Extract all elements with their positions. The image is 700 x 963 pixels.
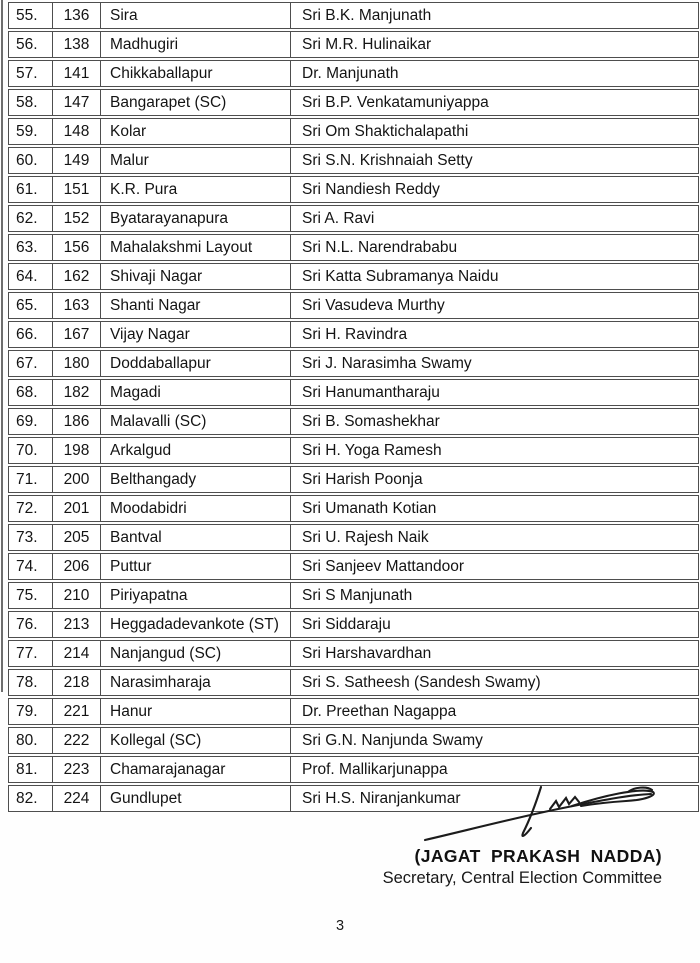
candidate-name-cell: Dr. Manjunath bbox=[291, 60, 699, 87]
constituency-name-cell: K.R. Pura bbox=[101, 176, 291, 203]
serial-number-cell: 71. bbox=[8, 466, 53, 493]
serial-number-cell: 59. bbox=[8, 118, 53, 145]
serial-number-cell: 82. bbox=[8, 785, 53, 812]
constituency-name-cell: Nanjangud (SC) bbox=[101, 640, 291, 667]
table-row bbox=[8, 524, 699, 551]
serial-number-cell: 55. bbox=[8, 2, 53, 29]
candidate-name-cell: Sri Hanumantharaju bbox=[291, 379, 699, 406]
table-row bbox=[8, 698, 699, 725]
candidate-table-body bbox=[8, 2, 699, 812]
constituency-number-cell: 180 bbox=[53, 350, 101, 377]
signature-block bbox=[332, 784, 662, 888]
candidate-name-cell: Sri Om Shaktichalapathi bbox=[291, 118, 699, 145]
table-row bbox=[8, 292, 699, 319]
constituency-name-cell: Arkalgud bbox=[101, 437, 291, 464]
table-row bbox=[8, 437, 699, 464]
constituency-number-cell: 149 bbox=[53, 147, 101, 174]
candidate-name-cell: Sri S. Satheesh (Sandesh Swamy) bbox=[291, 669, 699, 696]
table-row bbox=[8, 727, 699, 754]
constituency-name-cell: Shivaji Nagar bbox=[101, 263, 291, 290]
constituency-name-cell: Magadi bbox=[101, 379, 291, 406]
candidate-name-cell: Sri J. Narasimha Swamy bbox=[291, 350, 699, 377]
serial-number-cell: 81. bbox=[8, 756, 53, 783]
constituency-name-cell: Bangarapet (SC) bbox=[101, 89, 291, 116]
constituency-name-cell: Moodabidri bbox=[101, 495, 291, 522]
constituency-name-cell: Gundlupet bbox=[101, 785, 291, 812]
serial-number-cell: 66. bbox=[8, 321, 53, 348]
constituency-number-cell: 167 bbox=[53, 321, 101, 348]
constituency-number-cell: 214 bbox=[53, 640, 101, 667]
table-row bbox=[8, 2, 699, 29]
constituency-number-cell: 138 bbox=[53, 31, 101, 58]
constituency-number-cell: 198 bbox=[53, 437, 101, 464]
candidate-table bbox=[8, 0, 699, 814]
constituency-number-cell: 136 bbox=[53, 2, 101, 29]
table-row bbox=[8, 350, 699, 377]
serial-number-cell: 65. bbox=[8, 292, 53, 319]
constituency-name-cell: Malavalli (SC) bbox=[101, 408, 291, 435]
constituency-number-cell: 186 bbox=[53, 408, 101, 435]
constituency-number-cell: 223 bbox=[53, 756, 101, 783]
constituency-name-cell: Byatarayanapura bbox=[101, 205, 291, 232]
constituency-number-cell: 224 bbox=[53, 785, 101, 812]
signatory-title: Secretary, Central Election Committee bbox=[382, 869, 662, 887]
table-row bbox=[8, 118, 699, 145]
constituency-number-cell: 151 bbox=[53, 176, 101, 203]
signatory-name: (JAGAT PRAKASH NADDA) bbox=[414, 846, 662, 866]
candidate-name-cell: Sri M.R. Hulinaikar bbox=[291, 31, 699, 58]
serial-number-cell: 68. bbox=[8, 379, 53, 406]
serial-number-cell: 74. bbox=[8, 553, 53, 580]
table-row bbox=[8, 640, 699, 667]
serial-number-cell: 61. bbox=[8, 176, 53, 203]
table-row bbox=[8, 176, 699, 203]
constituency-name-cell: Shanti Nagar bbox=[101, 292, 291, 319]
constituency-name-cell: Heggadadevankote (ST) bbox=[101, 611, 291, 638]
constituency-name-cell: Hanur bbox=[101, 698, 291, 725]
constituency-number-cell: 221 bbox=[53, 698, 101, 725]
serial-number-cell: 80. bbox=[8, 727, 53, 754]
table-row bbox=[8, 495, 699, 522]
constituency-number-cell: 200 bbox=[53, 466, 101, 493]
candidate-name-cell: Sri H.S. Niranjankumar bbox=[291, 785, 699, 812]
candidate-name-cell: Dr. Preethan Nagappa bbox=[291, 698, 699, 725]
serial-number-cell: 76. bbox=[8, 611, 53, 638]
constituency-number-cell: 213 bbox=[53, 611, 101, 638]
serial-number-cell: 60. bbox=[8, 147, 53, 174]
constituency-name-cell: Narasimharaja bbox=[101, 669, 291, 696]
candidate-name-cell: Sri Siddaraju bbox=[291, 611, 699, 638]
constituency-name-cell: Belthangady bbox=[101, 466, 291, 493]
constituency-number-cell: 218 bbox=[53, 669, 101, 696]
candidate-name-cell: Prof. Mallikarjunappa bbox=[291, 756, 699, 783]
serial-number-cell: 64. bbox=[8, 263, 53, 290]
serial-number-cell: 57. bbox=[8, 60, 53, 87]
table-row bbox=[8, 60, 699, 87]
serial-number-cell: 78. bbox=[8, 669, 53, 696]
candidate-name-cell: Sri Nandiesh Reddy bbox=[291, 176, 699, 203]
constituency-name-cell: Bantval bbox=[101, 524, 291, 551]
table-row bbox=[8, 466, 699, 493]
serial-number-cell: 62. bbox=[8, 205, 53, 232]
constituency-name-cell: Doddaballapur bbox=[101, 350, 291, 377]
candidate-name-cell: Sri S.N. Krishnaiah Setty bbox=[291, 147, 699, 174]
signature-image bbox=[422, 784, 660, 844]
candidate-name-cell: Sri N.L. Narendrababu bbox=[291, 234, 699, 261]
candidate-name-cell: Sri Harshavardhan bbox=[291, 640, 699, 667]
table-row bbox=[8, 147, 699, 174]
constituency-number-cell: 156 bbox=[53, 234, 101, 261]
constituency-name-cell: Puttur bbox=[101, 553, 291, 580]
constituency-number-cell: 141 bbox=[53, 60, 101, 87]
constituency-name-cell: Kollegal (SC) bbox=[101, 727, 291, 754]
candidate-name-cell: Sri G.N. Nanjunda Swamy bbox=[291, 727, 699, 754]
table-row bbox=[8, 553, 699, 580]
candidate-name-cell: Sri B. Somashekhar bbox=[291, 408, 699, 435]
table-row bbox=[8, 31, 699, 58]
table-row bbox=[8, 321, 699, 348]
table-row bbox=[8, 669, 699, 696]
constituency-name-cell: Chamarajanagar bbox=[101, 756, 291, 783]
candidate-name-cell: Sri S Manjunath bbox=[291, 582, 699, 609]
scan-edge-artifact bbox=[1, 0, 3, 692]
serial-number-cell: 58. bbox=[8, 89, 53, 116]
candidate-name-cell: Sri Umanath Kotian bbox=[291, 495, 699, 522]
serial-number-cell: 70. bbox=[8, 437, 53, 464]
serial-number-cell: 67. bbox=[8, 350, 53, 377]
candidate-name-cell: Sri B.P. Venkatamuniyappa bbox=[291, 89, 699, 116]
serial-number-cell: 75. bbox=[8, 582, 53, 609]
table-row bbox=[8, 379, 699, 406]
constituency-number-cell: 162 bbox=[53, 263, 101, 290]
table-row bbox=[8, 89, 699, 116]
constituency-number-cell: 148 bbox=[53, 118, 101, 145]
constituency-number-cell: 206 bbox=[53, 553, 101, 580]
table-row bbox=[8, 205, 699, 232]
constituency-number-cell: 147 bbox=[53, 89, 101, 116]
constituency-name-cell: Madhugiri bbox=[101, 31, 291, 58]
candidate-name-cell: Sri B.K. Manjunath bbox=[291, 2, 699, 29]
table-row bbox=[8, 611, 699, 638]
serial-number-cell: 63. bbox=[8, 234, 53, 261]
candidate-name-cell: Sri A. Ravi bbox=[291, 205, 699, 232]
table-row bbox=[8, 756, 699, 783]
constituency-number-cell: 152 bbox=[53, 205, 101, 232]
constituency-name-cell: Mahalakshmi Layout bbox=[101, 234, 291, 261]
constituency-number-cell: 222 bbox=[53, 727, 101, 754]
serial-number-cell: 73. bbox=[8, 524, 53, 551]
constituency-number-cell: 163 bbox=[53, 292, 101, 319]
candidate-name-cell: Sri H. Ravindra bbox=[291, 321, 699, 348]
candidate-name-cell: Sri Katta Subramanya Naidu bbox=[291, 263, 699, 290]
constituency-number-cell: 182 bbox=[53, 379, 101, 406]
candidate-name-cell: Sri Sanjeev Mattandoor bbox=[291, 553, 699, 580]
serial-number-cell: 56. bbox=[8, 31, 53, 58]
table-row bbox=[8, 408, 699, 435]
page-number: 3 bbox=[335, 918, 345, 934]
serial-number-cell: 72. bbox=[8, 495, 53, 522]
constituency-number-cell: 210 bbox=[53, 582, 101, 609]
constituency-number-cell: 201 bbox=[53, 495, 101, 522]
table-row bbox=[8, 582, 699, 609]
serial-number-cell: 79. bbox=[8, 698, 53, 725]
table-row bbox=[8, 234, 699, 261]
constituency-name-cell: Chikkaballapur bbox=[101, 60, 291, 87]
table-row bbox=[8, 263, 699, 290]
candidate-name-cell: Sri Vasudeva Murthy bbox=[291, 292, 699, 319]
constituency-name-cell: Kolar bbox=[101, 118, 291, 145]
constituency-name-cell: Malur bbox=[101, 147, 291, 174]
candidate-name-cell: Sri U. Rajesh Naik bbox=[291, 524, 699, 551]
candidate-name-cell: Sri Harish Poonja bbox=[291, 466, 699, 493]
constituency-number-cell: 205 bbox=[53, 524, 101, 551]
candidate-name-cell: Sri H. Yoga Ramesh bbox=[291, 437, 699, 464]
constituency-name-cell: Sira bbox=[101, 2, 291, 29]
constituency-name-cell: Vijay Nagar bbox=[101, 321, 291, 348]
serial-number-cell: 77. bbox=[8, 640, 53, 667]
constituency-name-cell: Piriyapatna bbox=[101, 582, 291, 609]
serial-number-cell: 69. bbox=[8, 408, 53, 435]
